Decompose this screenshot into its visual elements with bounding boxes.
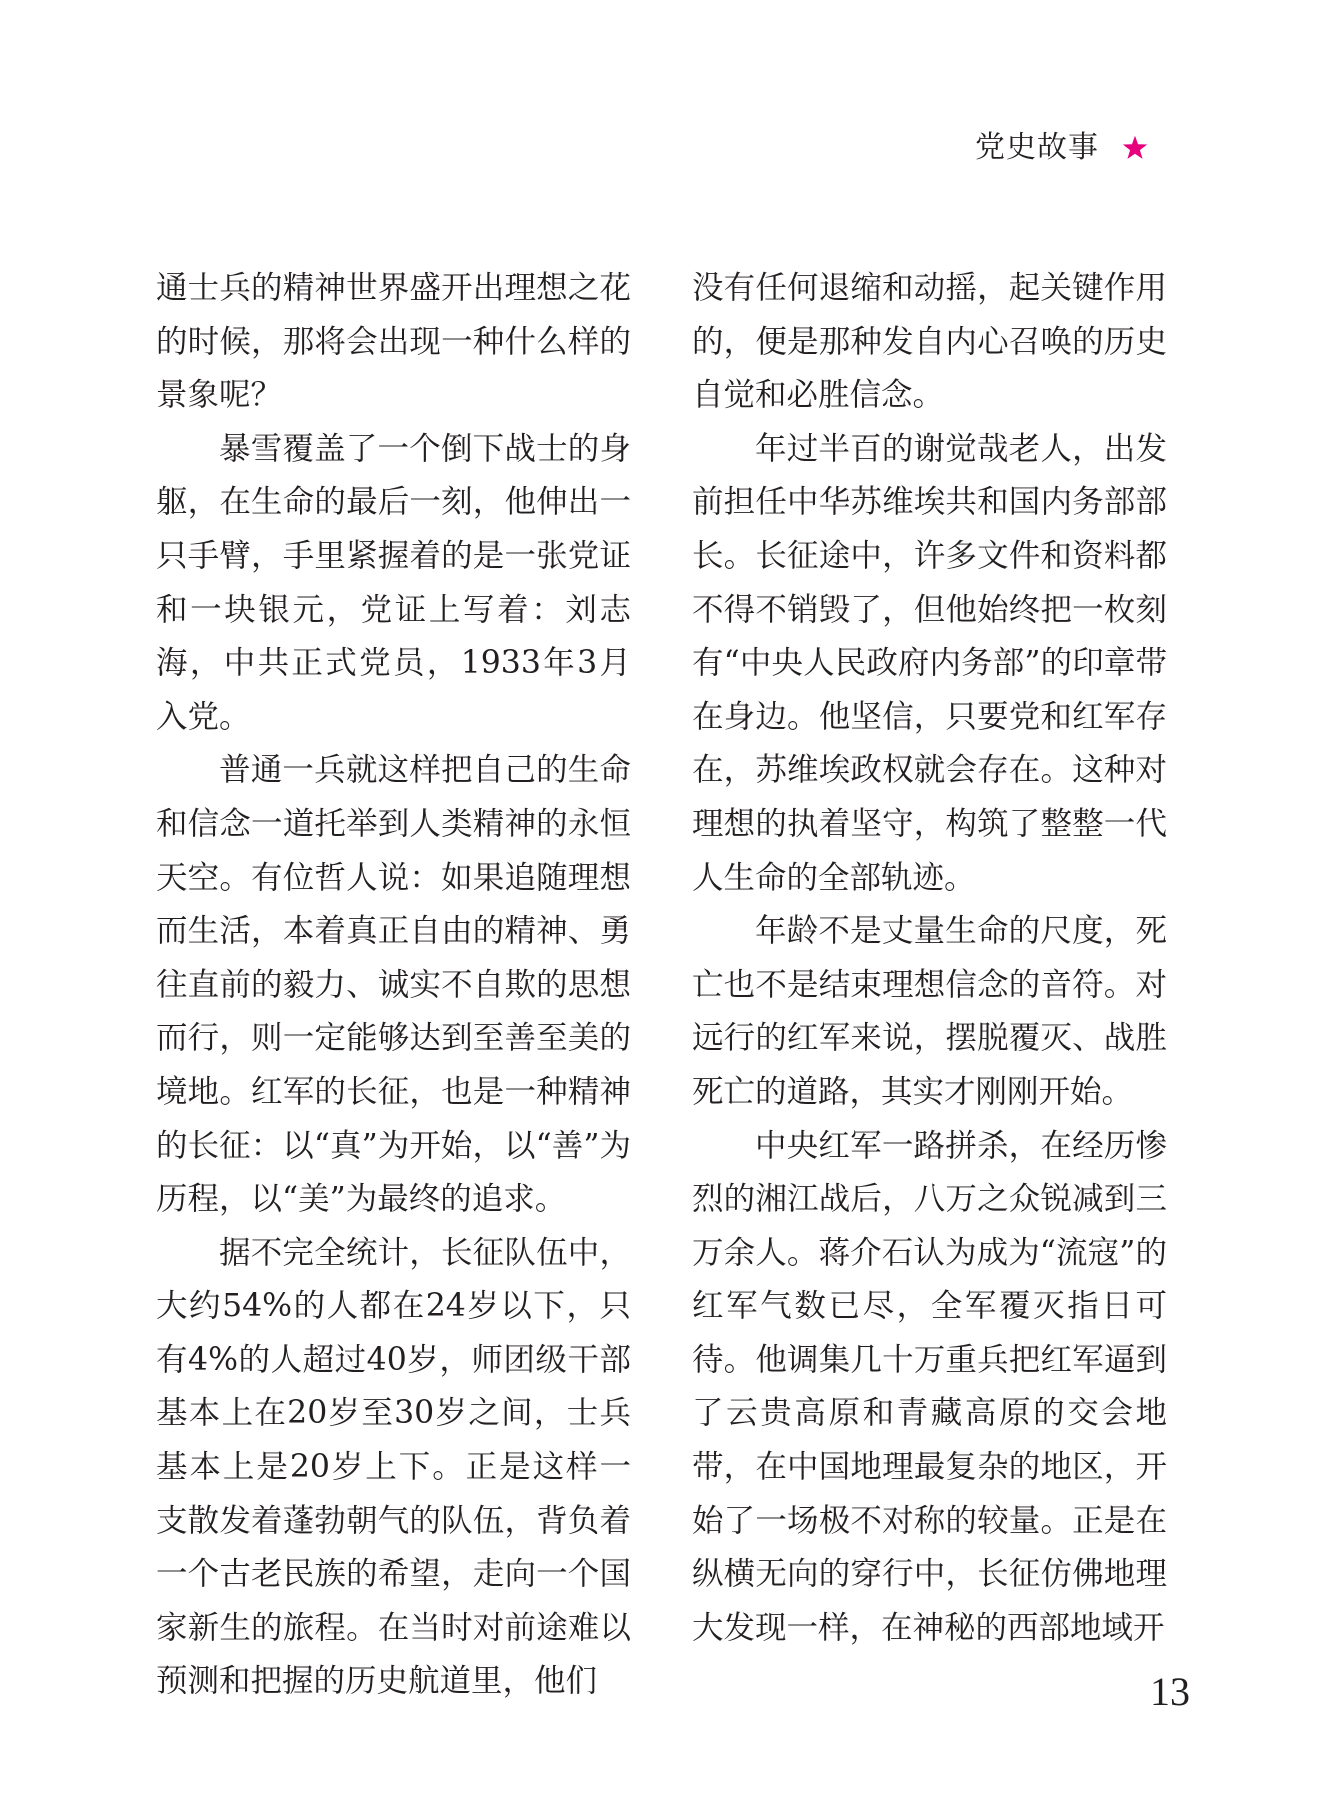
paragraph: 中央红军一路拼杀，在经历惨烈的湘江战后，八万之众锐减到三万余人。蒋介石认为成为“流寇”的红军气数已尽，全军覆灭指日可待。他调集几十万重兵把红军逼到了云贵高原和青藏高原的交会地带，在中国地理最复杂的地区，开始了一场极不对称的较量。正是在纵横无向的穿行中，长征仿佛地理大发现一样，在神秘的西部地域开 bbox=[692, 1127, 1167, 1646]
paragraph: 暴雪覆盖了一个倒下战士的身躯，在生命的最后一刻，他伸出一只手臂，手里紧握着的是一张党证和一块银元，党证上写着：刘志海，中共正式党员，1933年3月入党。 bbox=[156, 430, 631, 735]
paragraph: 年龄不是丈量生命的尺度，死亡也不是结束理想信念的音符。对远行的红军来说，摆脱覆灭、战胜死亡的道路，其实才刚刚开始。 bbox=[692, 913, 1167, 1110]
running-header bbox=[975, 128, 1149, 168]
star-icon bbox=[1121, 134, 1149, 162]
page-number: 13 bbox=[1150, 1669, 1190, 1714]
left-column bbox=[156, 262, 631, 1709]
paragraph: 据不完全统计，长征队伍中，大约54%的人都在24岁以下，只有4%的人超过40岁，师团级干部基本上在20岁至30岁之间，士兵基本上是20岁上下。正是这样一支散发着蓬勃朝气的队伍，背负着一个古老民族的希望，走向一个国家新生的旅程。在当时对前途难以预测和把握的历史航道里，他们 bbox=[156, 1234, 631, 1700]
paragraph: 年过半百的谢觉哉老人，出发前担任中华苏维埃共和国内务部部长。长征途中，许多文件和资料都不得不销毁了，但他始终把一枚刻有“中央人民政府内务部”的印章带在身边。他坚信，只要党和红军存在，苏维埃政权就会存在。这种对理想的执着坚守，构筑了整整一代人生命的全部轨迹。 bbox=[692, 430, 1167, 896]
paragraph: 通士兵的精神世界盛开出理想之花的时候，那将会出现一种什么样的景象呢？ bbox=[156, 270, 631, 414]
section-title: 党史故事 bbox=[975, 130, 1099, 165]
right-column bbox=[692, 262, 1167, 1655]
paragraph: 普通一兵就这样把自己的生命和信念一道托举到人类精神的永恒天空。有位哲人说：如果追随理想而生活，本着真正自由的精神、勇往直前的毅力、诚实不自欺的思想而行，则一定能够达到至善至美的境地。红军的长征，也是一种精神的长征：以“真”为开始，以“善”为历程，以“美”为最终的追求。 bbox=[156, 752, 631, 1218]
paragraph: 没有任何退缩和动摇，起关键作用的，便是那种发自内心召唤的历史自觉和必胜信念。 bbox=[692, 270, 1167, 414]
